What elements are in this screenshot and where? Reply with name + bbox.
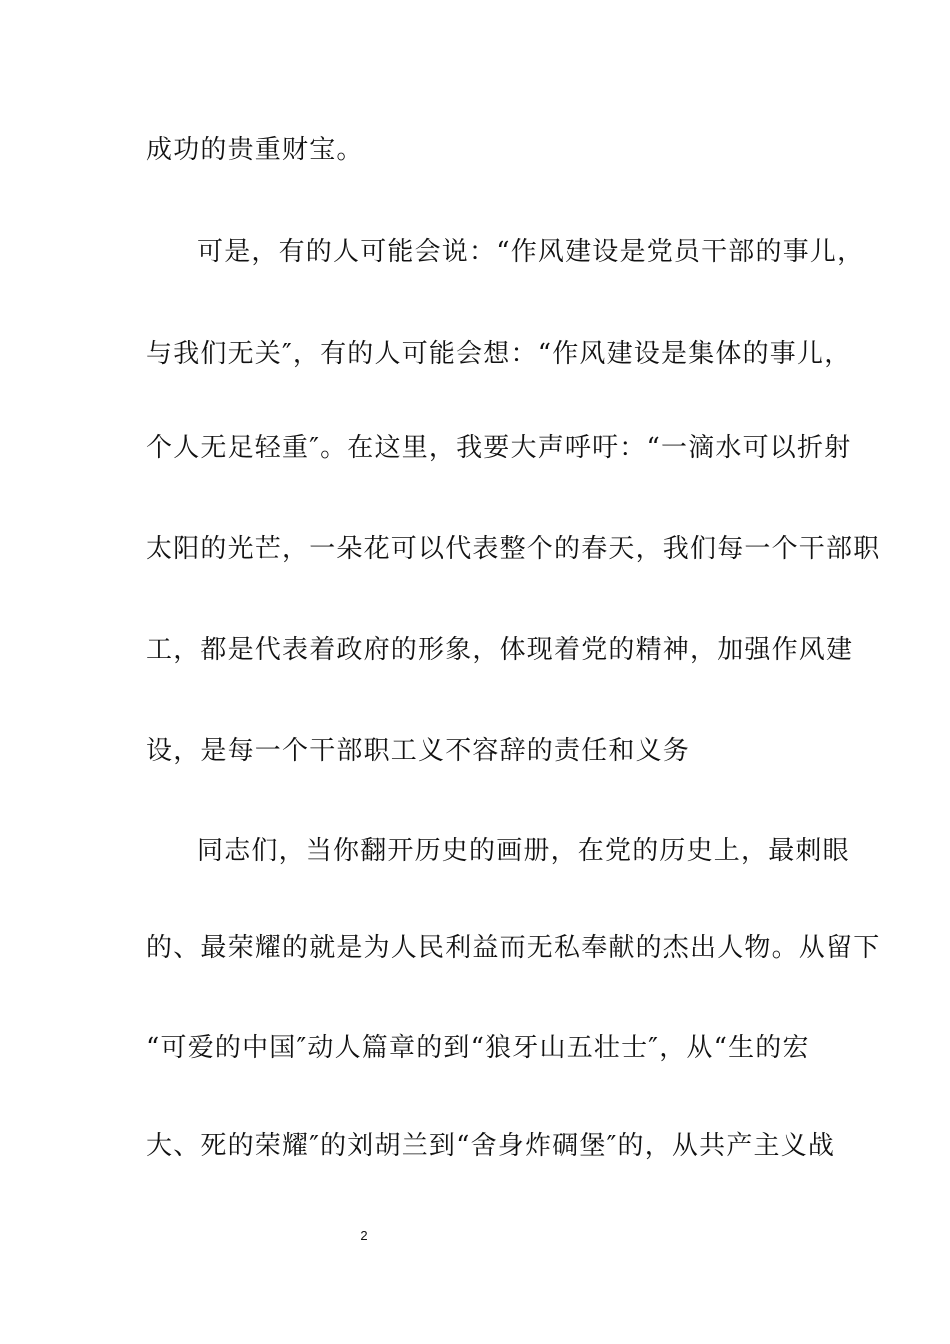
paragraph-first-line: 同志们，当你翻开历史的画册，在党的历史上，最刺眼 [197,836,850,866]
text-line: 工，都是代表着政府的形象，体现着党的精神，加强作风建 [146,635,854,665]
paragraph-first-line: 可是，有的人可能会说：“作风建设是党员干部的事儿， [197,237,865,267]
page-number: 2 [360,1228,368,1243]
text-line: 太阳的光芒，一朵花可以代表整个的春天，我们每一个干部职 [146,534,881,564]
text-line: 成功的贵重财宝。 [146,135,364,165]
text-line: 大、死的荣耀″的刘胡兰到“舍身炸碉堡″的，从共产主义战 [146,1131,836,1161]
text-line: 设，是每一个干部职工义不容辞的责任和义务 [146,736,691,766]
text-line: 个人无足轻重″。在这里，我要大声呼吁：“一滴水可以折射 [146,433,852,463]
text-line: “可爱的中国″动人篇章的到“狼牙山五壮士″，从“生的宏 [146,1033,810,1063]
text-line: 与我们无关″，有的人可能会想：“作风建设是集体的事儿， [146,339,852,369]
text-line: 的、最荣耀的就是为人民利益而无私奉献的杰出人物。从留下 [146,933,881,963]
